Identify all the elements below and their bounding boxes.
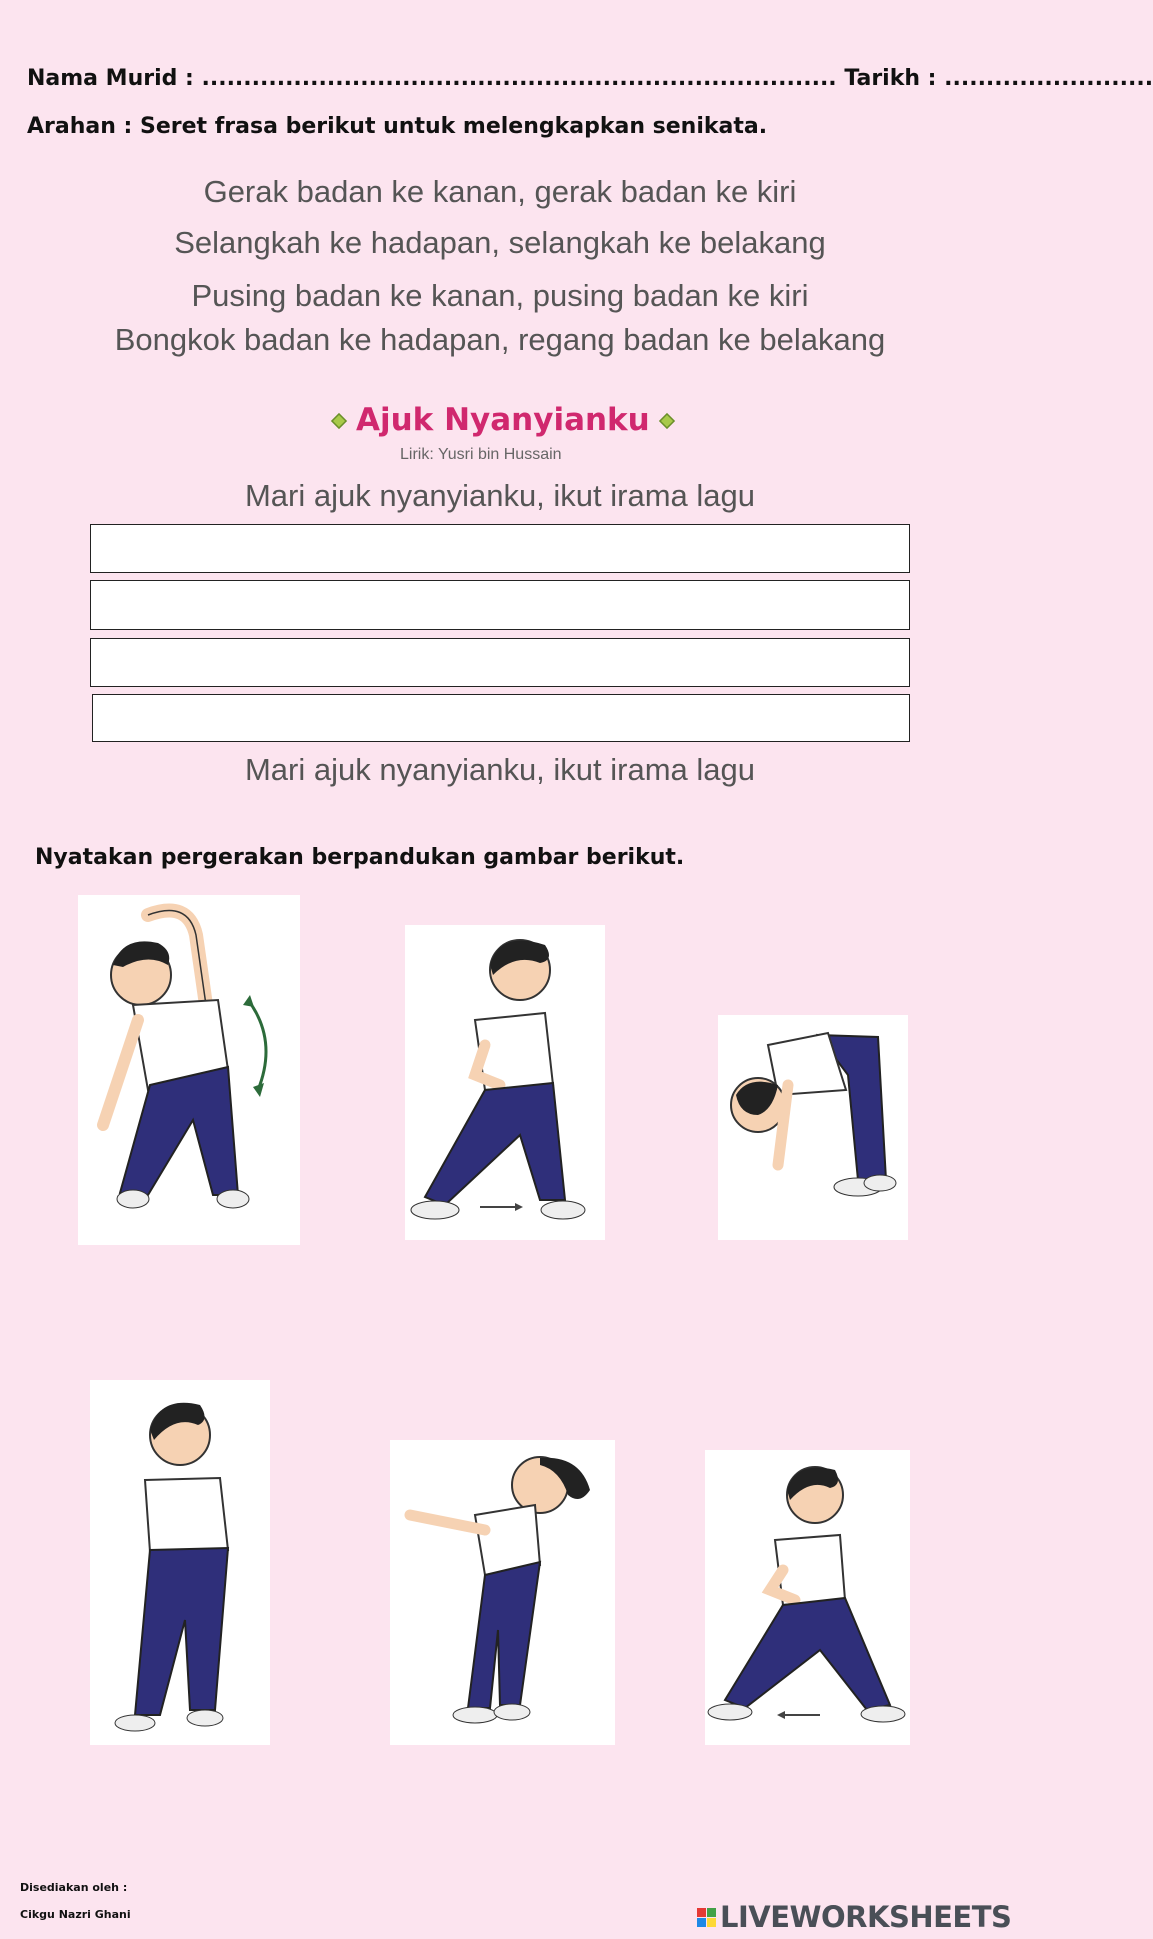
song-title-row — [332, 402, 674, 438]
phrase-3[interactable]: Pusing badan ke kanan, pusing badan ke kiri — [191, 278, 809, 313]
lyric-first-line: Mari ajuk nyanyianku, ikut irama lagu — [244, 478, 756, 513]
lean-back-figure-icon — [390, 1440, 615, 1745]
section2-instruction: Nyatakan pergerakan berpandukan gambar berikut. — [35, 845, 685, 870]
answer-drop-box-1[interactable] — [90, 524, 910, 573]
lyricist-credit: Lirik: Yusri bin Hussain — [400, 446, 562, 463]
bend-forward-figure-icon — [718, 1015, 908, 1240]
instruction-text: Arahan : Seret frasa berikut untuk melengkapkan senikata. — [27, 114, 768, 139]
twist-figure-icon — [90, 1380, 270, 1745]
phrase-1[interactable]: Gerak badan ke kanan, gerak badan ke kiri — [203, 174, 797, 209]
phrase-4[interactable]: Bongkok badan ke hadapan, regang badan ke belakang — [114, 322, 886, 357]
author-name: Cikgu Nazri Ghani — [20, 1908, 131, 1921]
diamond-decoration-icon — [332, 413, 346, 427]
liveworksheets-logo — [697, 1900, 1011, 1934]
lyric-last-line: Mari ajuk nyanyianku, ikut irama lagu — [244, 752, 756, 787]
step-back-figure-icon — [705, 1450, 910, 1745]
liveworksheets-brand: LIVEWORKSHEETS — [720, 1900, 1012, 1934]
student-name-date-line: Nama Murid : ............................................................................ Tarikh : ......................... — [27, 66, 1153, 91]
answer-drop-box-4[interactable] — [92, 694, 910, 742]
step-forward-figure-icon — [405, 925, 605, 1240]
diamond-decoration-icon — [660, 413, 674, 427]
song-title: Ajuk Nyanyianku — [356, 402, 650, 438]
phrase-2[interactable]: Selangkah ke hadapan, selangkah ke belakang — [174, 225, 826, 260]
prepared-by-label: Disediakan oleh : — [20, 1881, 128, 1894]
answer-drop-box-2[interactable] — [90, 580, 910, 630]
liveworksheets-logo-icon — [697, 1908, 716, 1927]
side-bend-figure-icon — [78, 895, 300, 1245]
answer-drop-box-3[interactable] — [90, 638, 910, 687]
